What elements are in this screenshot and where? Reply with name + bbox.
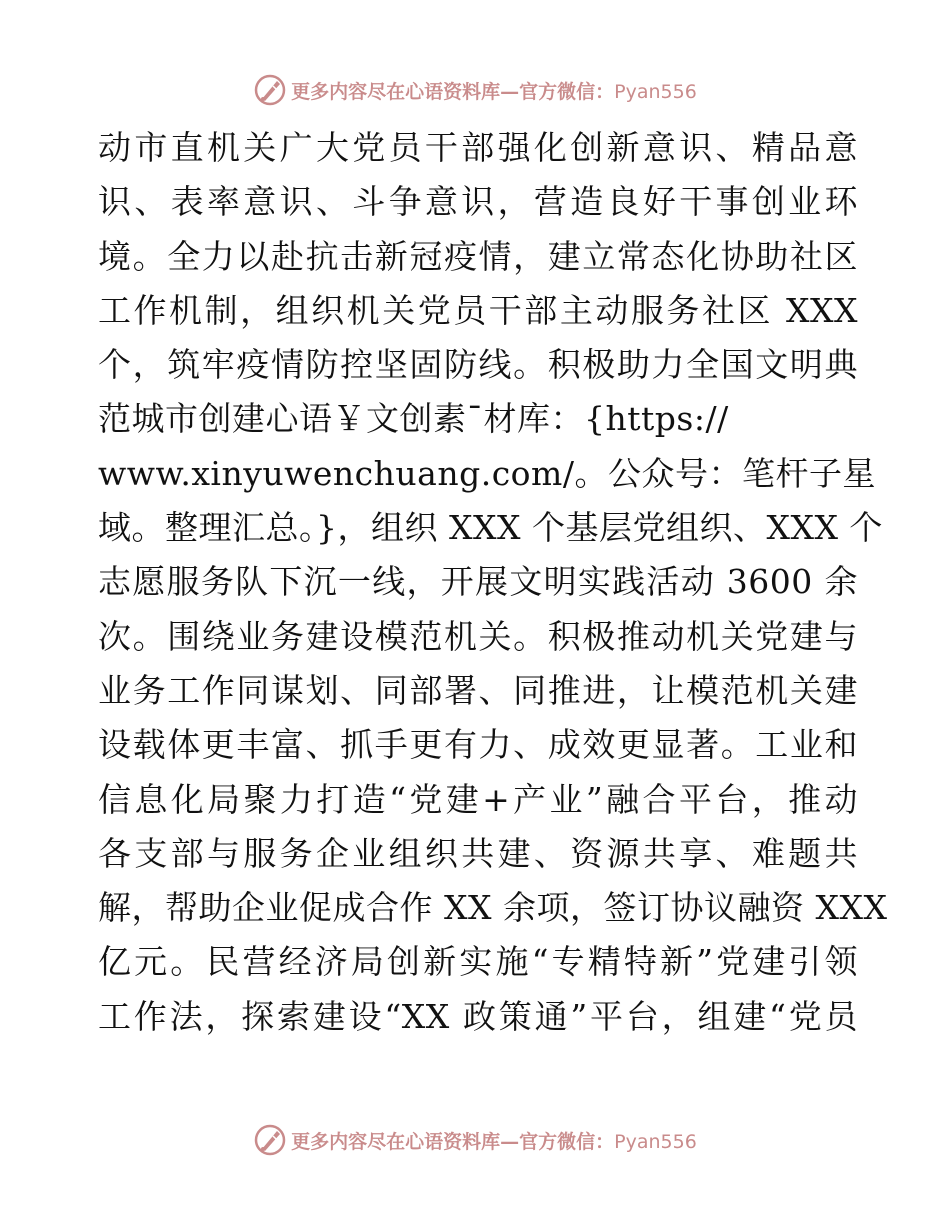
text-line: 志愿服务队下沉一线，开展文明实践活动 3600 余	[98, 562, 858, 602]
text-line: 工作机制，组织机关党员干部主动服务社区 XXX	[98, 290, 858, 330]
document-body	[98, 125, 888, 1048]
header-watermark	[0, 70, 950, 110]
text-line: 各支部与服务企业组织共建、资源共享、难题共	[98, 833, 858, 873]
text-line: 亿元。民营经济局创新实施“专精特新”党建引领	[98, 942, 858, 982]
watermark-text	[291, 1127, 697, 1154]
text-line: 范城市创建心语￥文创素¯材库：{https://	[98, 399, 729, 439]
text-line: 识、表率意识、斗争意识，营造良好干事创业环	[98, 182, 858, 222]
text-line: 境。全力以赴抗击新冠疫情，建立常态化协助社区	[98, 236, 858, 276]
text-line: 域。整理汇总。}，组织 XXX 个基层党组织、XXX 个	[98, 508, 883, 548]
text-line: 次。围绕业务建设模范机关。积极推动机关党建与	[98, 616, 858, 656]
text-line: 解，帮助企业促成合作 XX 余项，签订协议融资 XXX	[98, 888, 888, 928]
text-line: 信息化局聚力打造“党建+产业”融合平台，推动	[98, 779, 858, 819]
text-line: 动市直机关广大党员干部强化创新意识、精品意	[98, 128, 858, 167]
text-line: 工作法，探索建设“XX 政策通”平台，组建“党员	[98, 996, 858, 1036]
text-line: 业务工作同谋划、同部署、同推进，让模范机关建	[98, 670, 858, 710]
watermark-text	[291, 77, 697, 104]
watermark-main-text: 更多内容尽在心语资料库—官方微信：	[291, 80, 615, 103]
text-line: 设载体更丰富、抓手更有力、成效更显著。工业和	[98, 725, 858, 765]
text-line: 个，筑牢疫情防控坚固防线。积极助力全国文明典	[98, 345, 858, 385]
watermark-wechat-id: Pyan556	[614, 1130, 697, 1153]
watermark-main-text: 更多内容尽在心语资料库—官方微信：	[291, 1130, 615, 1153]
footer-watermark	[0, 1120, 950, 1160]
quill-pen-logo-icon	[253, 1123, 287, 1157]
watermark-wechat-id: Pyan556	[614, 80, 697, 103]
quill-pen-logo-icon	[253, 73, 287, 107]
text-line: www.xinyuwenchuang.com/。公众号：笔杆子星	[98, 453, 876, 493]
